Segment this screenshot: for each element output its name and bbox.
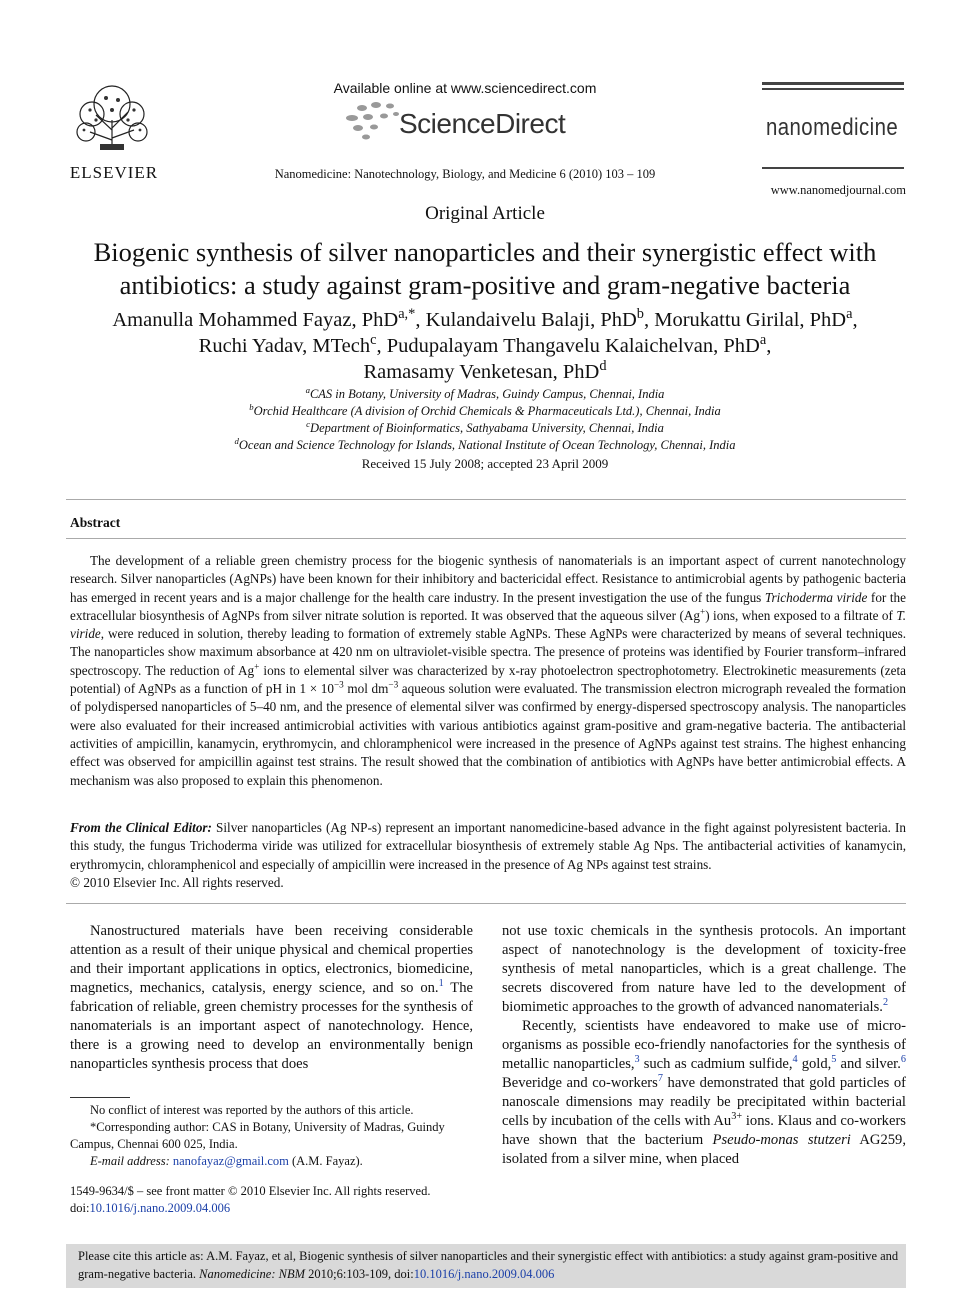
clinical-editor-label: From the Clinical Editor: — [70, 820, 212, 835]
charge-superscript: + — [254, 661, 260, 672]
author-affil-mark: c — [370, 332, 377, 349]
corresponding-footnote: *Corresponding author: CAS in Botany, University of Madras, Guindy Campus, Chennai 600 025, India. — [70, 1120, 445, 1151]
reference-marker[interactable]: 2 — [882, 997, 889, 1009]
affil-text: Department of Bioinformatics, Sathyabama University, Chennai, India — [310, 421, 664, 435]
affiliation-item — [160, 386, 810, 403]
affiliation-item — [160, 420, 810, 437]
reference-marker[interactable]: 4 — [792, 1054, 798, 1066]
body-text-run: AG259, isolated from a silver mine, when placed — [502, 1132, 906, 1167]
divider-abstract — [66, 538, 906, 539]
author-separator: , — [376, 335, 387, 357]
elsevier-wordmark: ELSEVIER — [69, 163, 159, 182]
author-affil-mark: a — [846, 306, 853, 323]
divider-body — [66, 903, 906, 904]
abstract-text-run: aqueous solution were evaluated. The transmission electron micrograph revealed the formation of polydispersed nanoparticles of 5–40 nm, and the presence of elemental silver was confirmed by energy-dispersed spectroscopy analysis. The nanoparticles were also evaluated for their increased antimicrobial activities with various antibiotics against gram-positive and gram-negative bacteria. The antibacterial activities of ampicillin, kanamycin, erythromycin, and chloramphenicol were increased in the presence of AgNPs against test strains. The highest enhancing effect was observed for ampicillin against test strains. The result showed that the combination of antibiotics with AgNPs have better antimicrobial effects. A mechanism was also proposed to explain this phenomenon. — [70, 681, 906, 788]
citation-body: Please cite this article as: A.M. Fayaz, et al, Biogenic synthesis of silver nanoparticles and their synergistic effect with antibiotics: a study against gram-positive and gram-negative bacteria. — [78, 1249, 899, 1281]
abstract-text-run: , were reduced in solution, thereby leading to formation of extremely stable AgNPs. These AgNPs were characterized by means of several techniques. The nanoparticles show maximum absorbance at 420 nm on ultraviolet-visible spectra. The presence of proteins was identified by Fourier transform–infrared spectroscopy. The reduction of Ag — [70, 626, 906, 678]
author-affil-mark: a — [759, 332, 767, 349]
journal-logo-rule-bottom — [762, 167, 904, 169]
doi-label: doi: — [70, 1201, 90, 1215]
body-paragraph — [502, 1017, 906, 1169]
affiliations — [160, 386, 810, 454]
journal-url[interactable]: www.nanomedjournal.com — [770, 183, 906, 197]
affil-mark: a — [305, 384, 310, 395]
exponent-superscript: −3 — [388, 679, 399, 690]
front-matter — [70, 1183, 473, 1217]
body-text-run: Recently, scientists have endeavored to make use of micro-organisms as possible eco-friendly nanofactories for the synthesis of metallic nanoparticles, — [502, 1018, 906, 1072]
body-text-run: gold, — [797, 1056, 832, 1072]
body-column-left — [70, 922, 473, 1074]
citation-doi-link[interactable]: 10.1016/j.nano.2009.04.006 — [413, 1267, 555, 1281]
body-column-right — [502, 922, 906, 1169]
journal-logo-rule-top — [762, 82, 904, 85]
citation-details: 2010;6:103-109, doi: — [305, 1267, 414, 1281]
reference-marker[interactable]: 3 — [634, 1054, 640, 1066]
footnote-rule — [70, 1097, 130, 1098]
abstract-text-run: The development of a reliable green chemistry process for the biogenic synthesis of nanomaterials is an important aspect of current nanotechnology research. Silver nanoparticles (AgNPs) have been known for their inhibitory and bactericidal effect. Resistance to antimicrobial agents by pathogenic bacteria has emerged in recent years and is a major challenge for the health care industry. In the present investigation the use of the fungus — [70, 553, 906, 605]
author-separator: , — [415, 309, 426, 331]
author-list — [60, 307, 910, 385]
title-line-2: antibiotics: a study against gram-positive and gram-negative bacteria — [119, 270, 851, 300]
clinical-editor-note — [70, 819, 906, 892]
divider-top — [66, 499, 906, 500]
author-name[interactable]: Pudupalayam Thangavelu Kalaichelvan, PhD — [386, 335, 760, 357]
affil-mark: b — [249, 401, 254, 412]
email-owner: (A.M. Fayaz). — [288, 1154, 363, 1168]
charge-superscript: + — [699, 606, 706, 617]
available-online-text[interactable]: Available online at www.sciencedirect.com — [333, 80, 597, 96]
author-name[interactable]: Morukattu Girilal, PhD — [654, 309, 847, 331]
species-name: Trichoderma viride — [764, 589, 868, 605]
abstract-text-run: mol dm — [343, 681, 389, 697]
author-name[interactable]: Amanulla Mohammed Fayaz, PhD — [112, 309, 399, 331]
nanomedicine-journal-logo: nanomedicine — [766, 114, 899, 141]
body-text-run: Nanostructured materials have been receiving considerable attention as a result of their unique physical and chemical properties and their important applications in optics, electronics, biomedicine, magnetics, mechanics, catalysis, energy science, and so on. — [70, 923, 473, 996]
charge-superscript: 3+ — [731, 1111, 743, 1123]
abstract-heading: Abstract — [70, 515, 121, 530]
reference-marker[interactable]: 1 — [438, 978, 444, 990]
body-text-run: have demonstrated that gold particles of nanoscale dimensions may readily be precipitated within bacterial cells by incubation of the cells with Au — [502, 1075, 906, 1129]
species-name: T. viride — [70, 607, 906, 642]
affiliation-item — [160, 403, 810, 420]
abstract-copyright: © 2010 Elsevier Inc. All rights reserved. — [70, 874, 284, 890]
body-text-run: not use toxic chemicals in the synthesis protocols. An important aspect of nanotechnology is the development of toxicity-free synthesis of metal nanoparticles, which is a great challenge. The secrets discovered from nature have led to the development of biomimetic approaches to the growth of advanced nanomaterials. — [502, 923, 906, 1015]
author-separator: , — [766, 335, 772, 357]
exponent-superscript: −3 — [333, 679, 344, 690]
citation-text — [78, 1247, 900, 1283]
reference-marker[interactable]: 6 — [900, 1054, 906, 1066]
doi-line — [70, 1200, 473, 1217]
body-text-run: Beveridge and co-workers — [502, 1075, 658, 1091]
affiliation-item — [160, 437, 810, 454]
author-affil-mark: d — [599, 358, 607, 375]
body-text-run: ions. Klaus and co-workers have shown that the bacterium — [502, 1113, 906, 1148]
species-name: Pseudo-monas stutzeri — [712, 1132, 851, 1148]
abstract-text-run: ) ions, when exposed to a filtrate of — [705, 607, 897, 623]
clinical-editor-text: Silver nanoparticles (Ag NP-s) represent an important nanomedicine-based advance in the fight against polyresistent bacteria. In this study, the fungus Trichoderma viride was utilized for extracellular biosynthesis of extremely stable Ag Nps. The antibacterial activities of kanamycin, erythromycin, chloramphenicol and especially of ampicillin were increased in the presence of Ag NPs against test strains. — [70, 820, 906, 872]
abstract-text-run: ions to elemental silver was characterized by x-ray photoelectron spectrophotometry. Electrokinetic measurements (zeta potential) of AgNPs as a function of pH in 1 × 10 — [70, 662, 906, 697]
journal-citation: Nanomedicine: Nanotechnology, Biology, and Medicine 6 (2010) 103 – 109 — [274, 167, 656, 181]
footnotes — [70, 1102, 473, 1170]
reference-marker[interactable]: 7 — [657, 1073, 663, 1085]
article-type: Original Article — [425, 203, 545, 224]
affil-text: CAS in Botany, University of Madras, Guindy Campus, Chennai, India — [309, 387, 665, 401]
abstract-text-run: for the extracellular biosynthesis of AgNPs from silver nitrate solution is reported. It was observed that the aqueous silver (Ag — [70, 589, 906, 623]
email-label: E-mail address: — [90, 1154, 170, 1168]
affil-text: Ocean and Science Technology for Islands, National Institute of Ocean Technology, Chennai, India — [238, 438, 736, 452]
title-line-1: Biogenic synthesis of silver nanoparticles and their synergistic effect with — [93, 237, 877, 267]
body-text-run: and silver. — [836, 1056, 901, 1072]
author-affil-mark: b — [636, 306, 644, 323]
received-dates: Received 15 July 2008; accepted 23 April 2009 — [361, 456, 609, 471]
body-text-run: The fabrication of reliable, green chemistry processes for the synthesis of nanomaterials is an important aspect of nanotechnology. Hence, there is a growing need to develop an environmentally benign nanoparticles synthesis process that does — [70, 980, 473, 1072]
affil-mark: c — [306, 418, 311, 429]
doi-link[interactable]: 10.1016/j.nano.2009.04.006 — [89, 1201, 231, 1215]
author-name[interactable]: Kulandaivelu Balaji, PhD — [425, 309, 637, 331]
author-name[interactable]: Ramasamy Venketesan, PhD — [363, 361, 600, 383]
conflict-footnote: No conflict of interest was reported by the authors of this article. — [90, 1103, 414, 1117]
article-title — [50, 236, 920, 302]
email-link[interactable]: nanofayaz@gmail.com — [172, 1154, 289, 1168]
body-text-run: such as cadmium sulfide, — [639, 1056, 793, 1072]
author-separator: , — [643, 309, 655, 331]
author-affil-mark: a,* — [398, 306, 416, 323]
affil-mark: d — [234, 435, 239, 446]
author-separator: , — [852, 309, 858, 331]
journal-logo-rule-top-thin — [762, 88, 904, 90]
reference-marker[interactable]: 5 — [831, 1054, 837, 1066]
body-paragraph — [502, 922, 906, 1017]
citation-journal: Nanomedicine: NBM — [199, 1267, 306, 1281]
sciencedirect-wordmark: ScienceDirect — [399, 108, 566, 139]
front-matter-text: 1549-9634/$ – see front matter © 2010 Elsevier Inc. All rights reserved. — [70, 1184, 431, 1198]
author-name[interactable]: Ruchi Yadav, MTech — [198, 335, 371, 357]
affil-text: Orchid Healthcare (A division of Orchid Chemicals & Pharmaceuticals Ltd.), Chennai, India — [253, 404, 721, 418]
abstract-body — [70, 552, 906, 790]
email-footnote — [70, 1153, 473, 1170]
